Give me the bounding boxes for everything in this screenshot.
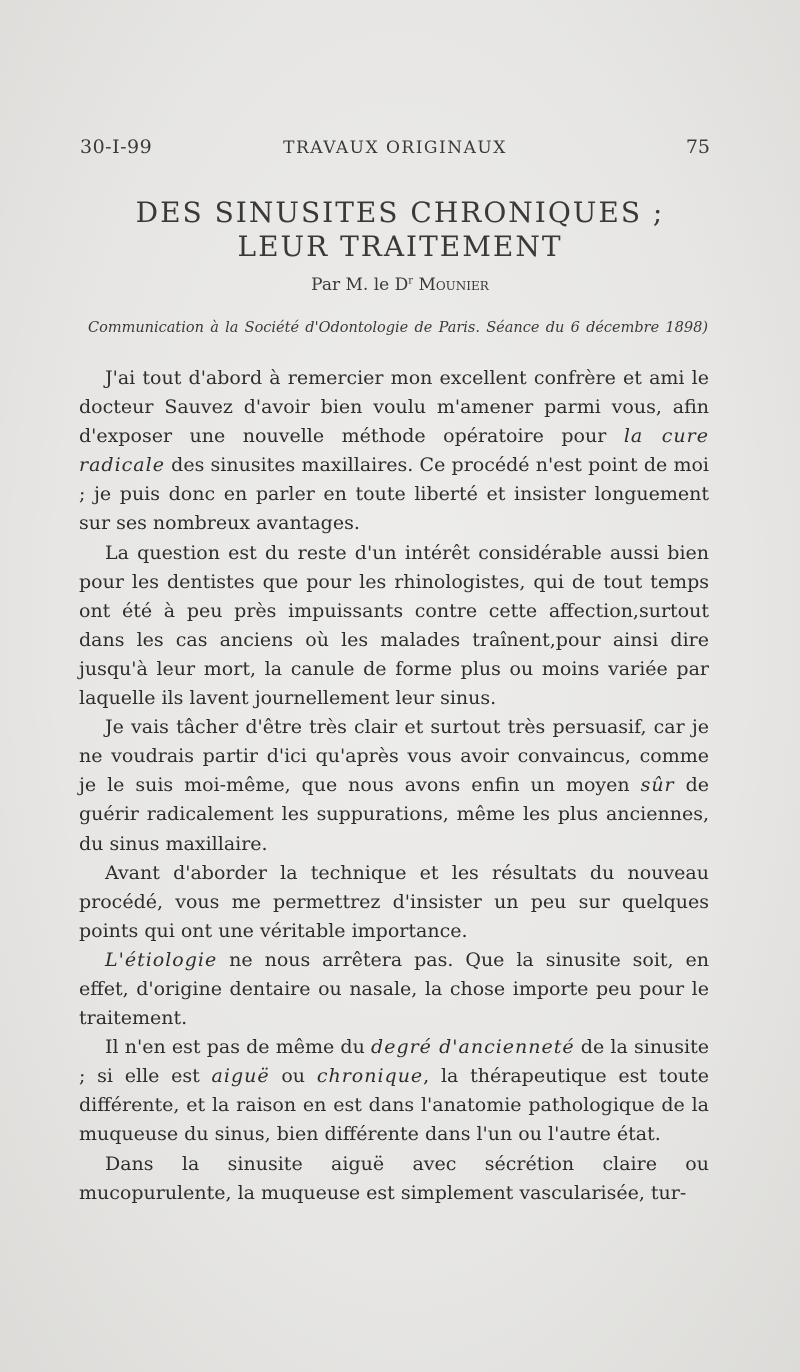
paragraph: [79, 946, 709, 1033]
paragraph: [79, 1150, 709, 1208]
paragraph: [79, 859, 709, 946]
issue-date: 30-I-99: [80, 136, 153, 158]
paragraph: [79, 539, 709, 714]
text-span: Je vais tâcher d'être très clair et surtout très persuasif, car je ne voudrais partir d'ici qu'après vous avoir convaincus, comme je le suis moi-même, que nous avons enfin un moyen: [79, 716, 709, 797]
paragraph: [79, 364, 709, 539]
byline-sup: r: [408, 275, 414, 287]
paragraph: [79, 713, 709, 858]
italic-span: L'étiologie: [105, 948, 218, 971]
text-span: ou: [269, 1065, 317, 1088]
article-title-line-2: LEUR TRAITEMENT: [237, 230, 563, 263]
communication-note: Communication à la Société d'Odontologie de Paris. Séance du 6 décembre 1898): [88, 320, 708, 336]
italic-span: chronique: [316, 1065, 424, 1088]
page-number: 75: [685, 136, 710, 158]
text-span: des sinusites maxillaires. Ce procédé n'est point de moi ; je puis donc en parler en toute liberté et insister longuement sur ses nombreux avantages.: [79, 454, 709, 535]
text-span: de la sinusite ; si elle est: [79, 1036, 710, 1088]
text-span: ne nous arrêtera pas. Que la sinusite soit, en effet, d'origine dentaire ou nasale, la chose importe peu pour le traitement.: [79, 948, 709, 1030]
italic-span: degré d'ancienneté: [371, 1036, 575, 1059]
italic-span: sûr: [640, 774, 675, 797]
italic-span: aiguë: [211, 1065, 270, 1088]
paragraph: [79, 1033, 709, 1149]
article-title-line-1: DES SINUSITES CHRONIQUES ;: [135, 196, 665, 229]
text-span: J'ai tout d'abord à remercier mon excellent confrère et ami le docteur Sauvez d'avoir bien voulu m'amener parmi vous, afin d'exposer une nouvelle méthode opératoire pour: [79, 367, 709, 448]
text-span: Avant d'aborder la technique et les résultats du nouveau procédé, vous me permettrez d'insister un peu sur quelques points qui ont une véritable importance.: [79, 861, 709, 942]
text-span: , la thérapeutique est toute différente, et la raison en est dans l'anatomie pathologique de la muqueuse du sinus, bien différente dans l'un ou l'autre état.: [79, 1065, 709, 1146]
running-head: [80, 136, 710, 166]
text-span: de guérir radicalement les suppurations, même les plus anciennes, du sinus maxillaire.: [79, 774, 709, 855]
article-body: [79, 364, 709, 1208]
text-span: La question est du reste d'un intérêt considérable aussi bien pour les dentistes que pour les rhinologistes, qui de tout temps ont été à peu près impuissants contre cette affection,surtout dans les cas anciens où les malades traînent,pour ainsi dire jusqu'à leur mort, la canule de forme plus ou moins variée par laquelle ils lavent journellement leur sinus.: [79, 541, 709, 710]
text-span: Dans la sinusite aiguë avec sécrétion claire ou mucopurulente, la muqueuse est simplement vascularisée, tur-: [79, 1152, 709, 1204]
section-title: TRAVAUX ORIGINAUX: [283, 138, 507, 158]
text-span: Il n'en est pas de même du: [105, 1036, 372, 1059]
author-name: Mounier: [418, 275, 489, 295]
byline-prefix: Par M. le D: [311, 275, 409, 295]
italic-span: la cure radicale: [79, 425, 709, 477]
byline: [0, 275, 800, 295]
